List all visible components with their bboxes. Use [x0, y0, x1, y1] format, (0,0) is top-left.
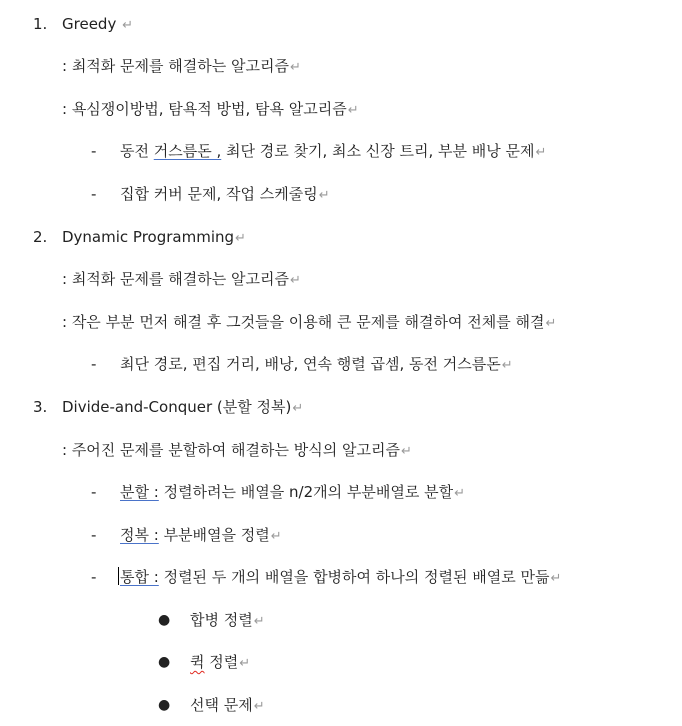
- dash-marker: -: [91, 355, 97, 373]
- dash-marker: -: [91, 185, 97, 203]
- item-1-title[interactable]: [62, 14, 133, 36]
- bullet-text: 합병 정렬: [190, 611, 253, 629]
- item-3-line-1[interactable]: [62, 440, 412, 462]
- bullet-selection[interactable]: [190, 695, 265, 717]
- paragraph-mark: ↵: [400, 444, 412, 459]
- spellcheck-word: 퀵: [190, 653, 205, 671]
- paragraph-mark: ↵: [501, 358, 513, 373]
- bullet-quick-sort[interactable]: [190, 652, 250, 674]
- paragraph-mark: ↵: [535, 145, 547, 160]
- paragraph-mark: ↵: [454, 486, 465, 501]
- paragraph-mark: ↵: [550, 571, 562, 586]
- bullet-dot-icon: ●: [158, 654, 171, 670]
- item-3-title[interactable]: [62, 397, 303, 419]
- bullet-dot-icon: ●: [158, 697, 171, 713]
- item-1-title-text: Greedy: [62, 15, 117, 33]
- paragraph-mark: ↵: [318, 188, 330, 203]
- item-2-line-1-text: : 최적화 문제를 해결하는 알고리즘: [62, 270, 289, 288]
- step-text: 부분배열을 정렬: [158, 526, 270, 544]
- bullet-text: 선택 문제: [190, 696, 253, 714]
- item-1-line-1[interactable]: [62, 56, 301, 78]
- item-1-number: 1.: [33, 15, 48, 33]
- item-2-title[interactable]: [62, 227, 246, 249]
- example-text: 동전: [120, 142, 154, 160]
- item-1-example-2[interactable]: [120, 184, 330, 206]
- item-2-example-1[interactable]: [120, 354, 513, 376]
- paragraph-mark: ↵: [292, 401, 304, 416]
- dash-marker: -: [91, 483, 97, 501]
- step-label: 정복 :: [120, 526, 159, 544]
- paragraph-mark: ↵: [235, 231, 246, 246]
- item-1-example-1[interactable]: [120, 141, 546, 163]
- item-2-line-2-text: : 작은 부분 먼저 해결 후 그것들을 이용해 큰 문제를 해결하여 전체를 해결: [62, 313, 545, 331]
- paragraph-mark: ↵: [253, 699, 265, 714]
- bullet-text: 정렬: [204, 653, 239, 671]
- paragraph-mark: ↵: [239, 656, 251, 671]
- item-3-title-text: Divide-and-Conquer (분할 정복): [62, 398, 292, 416]
- item-2-line-2[interactable]: [62, 312, 556, 334]
- item-1-line-2-text: : 욕심쟁이방법, 탐욕적 방법, 탐욕 알고리즘: [62, 100, 347, 118]
- underlined-text: 거스름돈 ,: [153, 142, 222, 160]
- item-3-number: 3.: [33, 398, 48, 416]
- step-text: 정렬된 두 개의 배열을 합병하여 하나의 정렬된 배열로 만듦: [158, 568, 550, 586]
- step-text: 정렬하려는 배열을 n/2개의 부분배열로 분할: [158, 483, 454, 501]
- step-combine[interactable]: [118, 567, 561, 589]
- item-3-line-1-text: : 주어진 문제를 분할하여 해결하는 방식의 알고리즘: [62, 441, 400, 459]
- paragraph-mark: ↵: [545, 316, 557, 331]
- dash-marker: -: [91, 568, 97, 586]
- paragraph-mark: ↵: [253, 614, 265, 629]
- item-2-number: 2.: [33, 228, 48, 246]
- bullet-merge-sort[interactable]: [190, 610, 265, 632]
- paragraph-mark: ↵: [122, 18, 134, 33]
- paragraph-mark: ↵: [270, 529, 282, 544]
- item-2-line-1[interactable]: [62, 269, 301, 291]
- step-conquer[interactable]: [120, 525, 282, 547]
- paragraph-mark: ↵: [347, 103, 359, 118]
- step-label: 통합 :: [120, 568, 159, 586]
- item-1-line-2[interactable]: [62, 99, 359, 121]
- dash-marker: -: [91, 526, 97, 544]
- example-text: 집합 커버 문제, 작업 스케줄링: [120, 185, 318, 203]
- text-cursor: [118, 567, 119, 585]
- paragraph-mark: ↵: [290, 273, 301, 288]
- bullet-dot-icon: ●: [158, 612, 171, 628]
- item-1-line-1-text: : 최적화 문제를 해결하는 알고리즘: [62, 57, 289, 75]
- step-label: 분할 :: [120, 483, 159, 501]
- example-text: 최단 경로 찾기, 최소 신장 트리, 부분 배낭 문제: [221, 142, 535, 160]
- step-divide[interactable]: [120, 482, 465, 504]
- dash-marker: -: [91, 142, 97, 160]
- example-text: 최단 경로, 편집 거리, 배낭, 연속 행렬 곱셈, 동전 거스름돈: [120, 355, 501, 373]
- paragraph-mark: ↵: [290, 60, 301, 75]
- item-2-title-text: Dynamic Programming: [62, 228, 235, 246]
